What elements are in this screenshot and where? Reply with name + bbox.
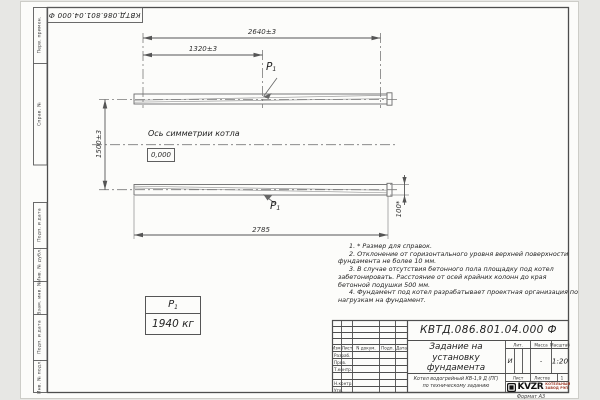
logo-caption xyxy=(545,383,570,390)
margin-label-podp-data-2: Подп. и дата xyxy=(37,320,43,354)
rotated-doc-number-stamp: КВТД.086.801.04.000 Ф xyxy=(48,11,141,19)
margin-label-sprav-n: Справ. № xyxy=(37,102,43,126)
logo-caption-line2: ЗАВОД РЭП xyxy=(545,386,569,390)
product-line-2: по техническому заданию xyxy=(422,384,490,389)
lit-label: Лит. xyxy=(513,342,523,347)
col-podp: Подп. xyxy=(381,345,394,351)
sheets-label: Листов xyxy=(534,375,550,380)
note-1: 1. * Размер для справок. xyxy=(349,242,432,250)
col-list: Лист xyxy=(341,345,353,351)
technical-notes xyxy=(338,243,578,305)
logo-wordmark: KVZR xyxy=(517,381,544,392)
lit-value: И xyxy=(507,357,513,365)
format-note: Формат А3 xyxy=(516,393,546,400)
load-point-letter: P xyxy=(266,61,273,73)
col-doc: N докум. xyxy=(356,345,376,351)
load-point-sub: 1 xyxy=(276,204,281,212)
title-line-3: фундамента xyxy=(426,363,486,373)
margin-label-vzam-inv: Взам. инв. № xyxy=(37,280,43,315)
load-table-point xyxy=(146,297,200,314)
load-table-value: 1940 кг xyxy=(152,318,194,330)
symmetry-axis-label: Ось симметрии котла xyxy=(148,129,240,138)
load-point-sub: 1 xyxy=(174,303,178,311)
dim-100: 100* xyxy=(395,200,403,218)
note-2: 2. Отклонение от горизонтального уровня верхней поверхности фундамента не более 10 мм. xyxy=(338,249,569,266)
margin-label-inv-dubl: Инв. № дубл. xyxy=(37,247,43,282)
role-nkontr: Н.контр. xyxy=(334,380,353,386)
title-line-1: Задание на xyxy=(429,342,483,352)
note-4: 4. Фундамент под котел разрабатывает проектная организация по нагрузкам на фундамент. xyxy=(338,288,579,304)
kvzr-emblem-icon xyxy=(507,383,516,392)
load-point-top xyxy=(266,61,276,73)
dim-1320: 1320±3 xyxy=(188,45,218,53)
load-point-letter: P xyxy=(168,299,175,310)
elevation-mark: 0,000 xyxy=(147,148,175,162)
sheets-value: 1 xyxy=(560,375,564,380)
load-point-letter: P xyxy=(270,200,277,212)
margin-label-inv-podl: Инв. № подл. xyxy=(37,359,43,394)
dim-2785: 2785 xyxy=(252,226,270,234)
center-lines xyxy=(92,33,398,190)
col-data: Дата xyxy=(396,345,407,351)
role-tkontr: Т.контр. xyxy=(334,366,353,372)
load-table xyxy=(145,296,201,335)
col-izm: Изм. xyxy=(332,345,342,351)
manufacturer-logo xyxy=(507,381,571,393)
role-utv: Утв. xyxy=(334,387,343,393)
dim-1500: 1500±3 xyxy=(95,129,103,159)
role-razrab: Разраб. xyxy=(334,352,351,358)
dim-2640: 2640±3 xyxy=(247,28,277,36)
margin-label-podp-data-1: Подп. и дата xyxy=(37,208,43,242)
role-prov: Пров. xyxy=(334,359,347,365)
title-block-doc-number: КВТД.086.801.04.000 Ф xyxy=(420,324,557,336)
top-beam xyxy=(134,93,392,105)
sheet-label: Лист xyxy=(512,375,524,380)
dimension-lines xyxy=(105,38,409,239)
mass-label: Масса xyxy=(534,342,548,347)
load-point-sub: 1 xyxy=(272,65,277,73)
note-3: 3. В случае отсутствия бетонного пола площадку под котел забетонировать. Расстояние от осей крайних колонн до края бетонной подушки 500 мм. xyxy=(338,265,554,289)
scale-label: Масштаб xyxy=(550,342,570,347)
margin-columns xyxy=(34,8,143,393)
title-line-2: установку xyxy=(432,352,480,363)
logo-caption-line1: КОТЕЛЬНЫЙ xyxy=(545,382,571,387)
mass-value: - xyxy=(539,357,543,365)
scale-value: 1:20 xyxy=(551,356,569,366)
product-line-1: Котел водогрейный КВ-1,9 Д (ПГ) xyxy=(413,377,499,382)
load-point-bottom xyxy=(270,200,280,212)
margin-label-perv-primen: Перв. примен. xyxy=(37,16,43,54)
